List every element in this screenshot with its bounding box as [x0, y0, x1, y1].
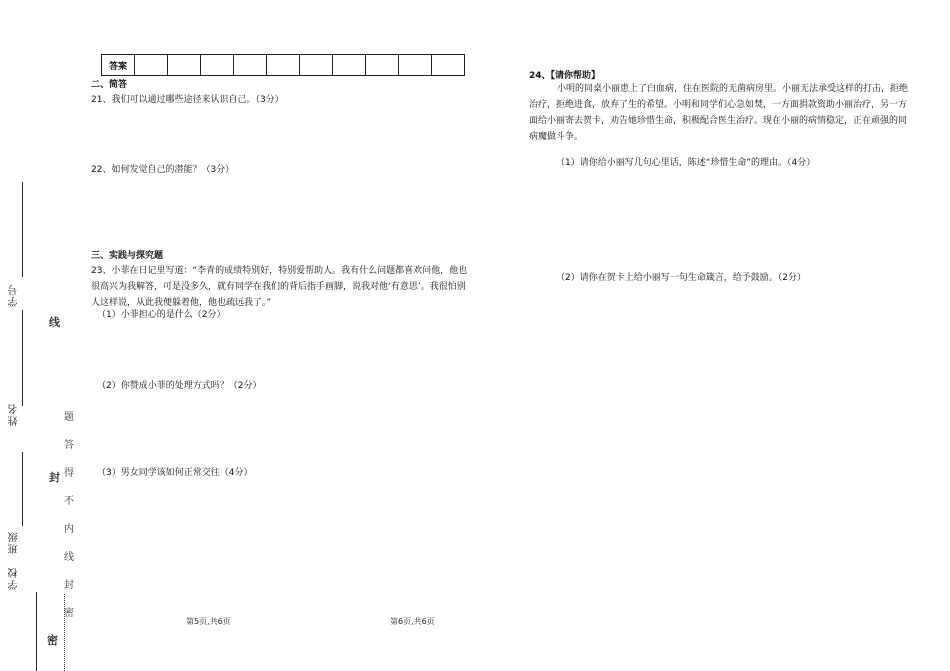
xuehao-label: 学号 [9, 283, 20, 307]
question-23-intro: 23、小菲在日记里写道：“李青的成绩特别好，特别爱帮助人。我有什么问题都喜欢问他，他也很高兴为我解答，可是没多久，就有同学在我们的背后指手画脚，说我对他‘有意思’。我很怕别人这样说，从此我便躲着他，他也疏远我了。” [91, 266, 468, 308]
banji-line [22, 452, 23, 526]
xingming-label: 姓名 [9, 402, 20, 426]
warning-char: 内 [64, 524, 74, 535]
answer-cell[interactable] [432, 55, 465, 76]
answer-cell[interactable] [234, 55, 267, 76]
seal-char-xian: 线 [49, 316, 60, 329]
seal-char-mi: 密 [47, 634, 58, 647]
answer-cell[interactable] [135, 55, 168, 76]
answer-table [101, 54, 465, 76]
question-24-text: 小明的同桌小丽患上了白血病，住在医院的无菌病房里。小丽无法承受这样的打击，拒绝治疗，拒绝进食，放弃了生的希望。小明和同学们心急如焚，一方面捐款资助小丽治疗，另一方面给小丽寄去贺卡，劝告她珍惜生命，积极配合医生治疗。现在小丽的病情稳定，正在顽强的同病魔做斗争。 [529, 84, 909, 142]
question-24-title: 24、【请你帮助】 [529, 71, 601, 81]
banji-label: 班级 [9, 530, 20, 554]
xuexiao-label: 学校 [9, 566, 20, 590]
answer-cell[interactable] [300, 55, 333, 76]
question-22: 22、如何发觉自己的潜能？（3分） [91, 165, 235, 175]
warning-char: 答 [64, 440, 74, 451]
section-2-title: 二、简答 [91, 80, 128, 90]
warning-char: 得 [64, 468, 74, 479]
warning-char: 题 [64, 412, 74, 423]
answer-cell[interactable] [267, 55, 300, 76]
warning-char: 不 [64, 496, 74, 507]
seal-line-outer [36, 592, 37, 671]
answer-label: 答案 [102, 55, 135, 76]
answer-cell[interactable] [333, 55, 366, 76]
question-23-3: （3）男女同学该如何正常交往（4分） [97, 468, 253, 478]
answer-cell[interactable] [399, 55, 432, 76]
seal-char-feng: 封 [49, 471, 60, 484]
answer-cell[interactable] [366, 55, 399, 76]
xingming-line [22, 310, 23, 406]
question-23-2: （2）你赞成小菲的处理方式吗？（2分） [97, 381, 262, 391]
question-23-1: （1）小菲担心的是什么（2分） [97, 310, 226, 320]
answer-cell[interactable] [168, 55, 201, 76]
page-footer-6: 第6页,共6页 [390, 617, 435, 626]
question-24-1: （1）请你给小丽写几句心里话，陈述“珍惜生命”的理由。（4分） [556, 158, 816, 168]
section-3-title: 三、实践与探究题 [91, 251, 164, 261]
page-footer-5: 第5页,共6页 [186, 617, 231, 626]
answer-row [102, 55, 465, 76]
warning-char: 密 [64, 608, 74, 619]
xuehao-line [22, 182, 23, 277]
question-21: 21、我们可以通过哪些途径来认识自己。（3分） [91, 95, 284, 105]
warning-char: 线 [64, 552, 74, 563]
question-24-2: （2）请你在贺卡上给小丽写一句生命箴言，给予鼓励。（2分） [556, 273, 806, 283]
answer-cell[interactable] [201, 55, 234, 76]
warning-char: 封 [64, 580, 74, 591]
